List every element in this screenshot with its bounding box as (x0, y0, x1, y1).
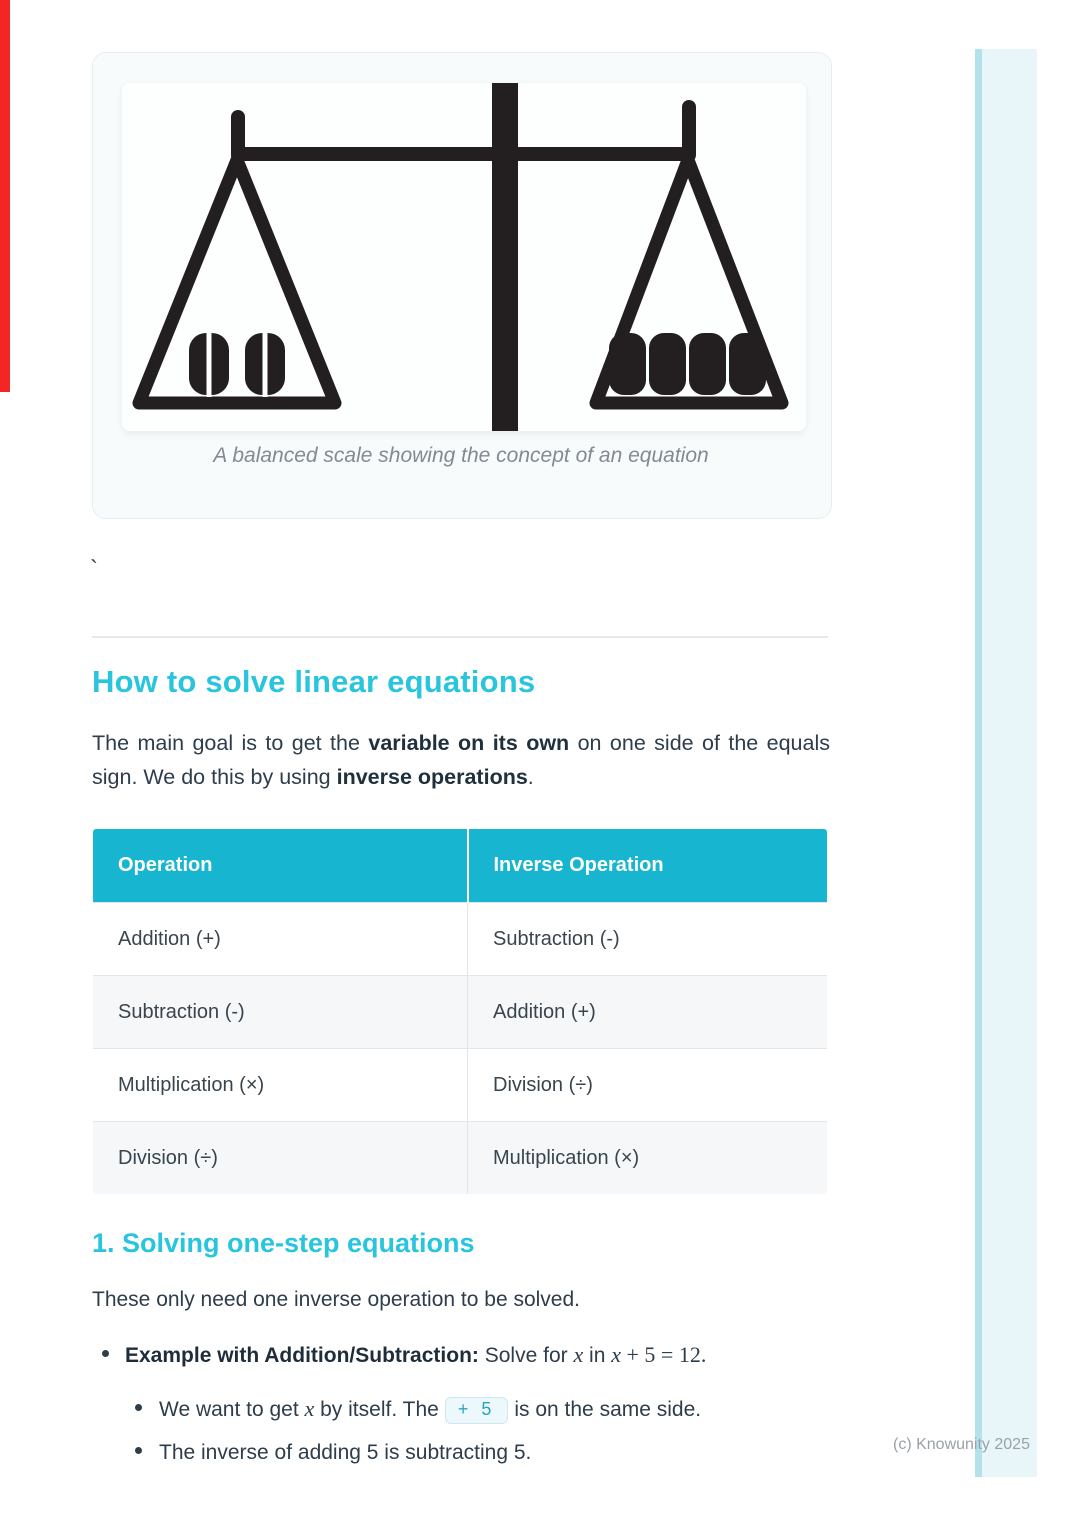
stray-backtick-character: ` (90, 556, 98, 583)
intro-text-3: . (527, 765, 534, 789)
sub-1-mid: by itself. The (314, 1398, 439, 1421)
scale-post (492, 83, 518, 431)
subsection-title: 1. Solving one-step equations (92, 1228, 475, 1258)
list-item (135, 1396, 855, 1425)
bullet-1-pre: Solve for (478, 1344, 574, 1367)
figure-image-panel (122, 83, 806, 431)
intro-bold-1: variable on its own (368, 731, 570, 755)
table-row (93, 903, 828, 976)
cell-inverse: Subtraction (-) (468, 903, 828, 976)
list-item (102, 1342, 842, 1368)
math-x: x (573, 1342, 584, 1367)
cell-inverse: Division (÷) (468, 1049, 828, 1122)
bullet-1-text (125, 1342, 706, 1368)
table-row (93, 1122, 828, 1195)
cell-operation: Multiplication (×) (93, 1049, 468, 1122)
sub-1-pre: We want to get (159, 1398, 305, 1421)
bullet-dot (102, 1350, 109, 1357)
column-header-operation: Operation (93, 829, 468, 903)
sub-bullet-2-text: The inverse of adding 5 is subtracting 5. (159, 1441, 532, 1464)
copyright-watermark: (c) Knowunity 2025 (893, 1436, 1030, 1453)
intro-bold-2: inverse operations (336, 765, 528, 789)
side-scroll-panel (975, 49, 1037, 1477)
plus-five-chip: + 5 (445, 1397, 509, 1424)
cell-operation: Subtraction (-) (93, 976, 468, 1049)
left-pan-triangle (139, 160, 335, 403)
math-equation: + 5 = 12. (621, 1342, 707, 1367)
cell-inverse: Multiplication (×) (468, 1122, 828, 1195)
figure-caption: A balanced scale showing the concept of an equation (213, 444, 709, 467)
scale-beam (234, 147, 689, 161)
bullet-1-mid: in (583, 1344, 612, 1367)
table-row (93, 1049, 828, 1122)
inverse-operations-table (92, 828, 828, 1195)
math-x: x (304, 1396, 315, 1421)
table-row (93, 976, 828, 1049)
intro-paragraph (92, 726, 830, 794)
intro-text: The main goal is to get the (92, 731, 369, 755)
table-header-row (93, 829, 828, 903)
cell-operation: Addition (+) (93, 903, 468, 976)
right-weights (609, 333, 766, 395)
column-header-inverse-operation: Inverse Operation (468, 829, 828, 903)
bullet-1-bold-label: Example with Addition/Subtraction: (125, 1344, 479, 1367)
cell-operation: Division (÷) (93, 1122, 468, 1195)
red-margin-bar (0, 0, 10, 392)
balance-scale-illustration (122, 83, 806, 431)
math-x: x (611, 1342, 621, 1367)
left-weights (189, 331, 285, 397)
bullet-dot (135, 1447, 142, 1454)
list-item (135, 1441, 855, 1465)
page-title: How to solve linear equations (92, 664, 536, 699)
cell-inverse: Addition (+) (468, 976, 828, 1049)
section-divider (92, 636, 828, 638)
sub-1-post: is on the same side. (514, 1398, 702, 1421)
bullet-dot (135, 1404, 142, 1411)
intro-text-2: on one side of the equals sign. We do this by using (92, 731, 831, 789)
right-hanger (682, 100, 696, 162)
sub-bullet-1-text (159, 1396, 701, 1425)
subsection-intro: These only need one inverse operation to be solved. (92, 1288, 580, 1311)
